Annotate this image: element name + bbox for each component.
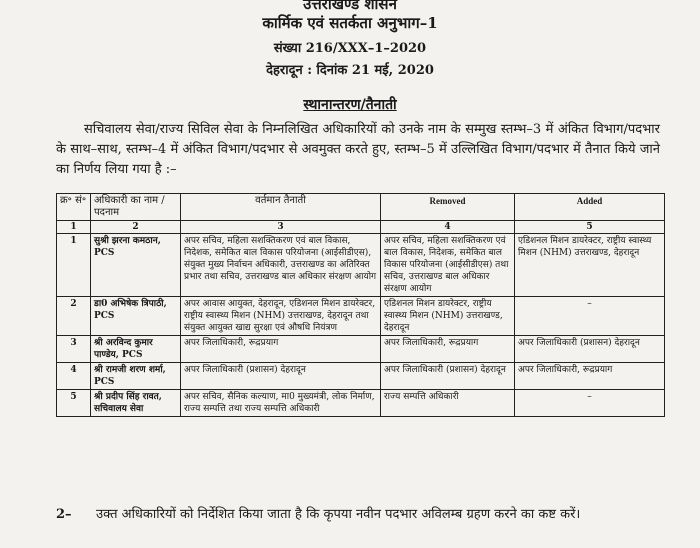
closing-paragraph [56,505,664,525]
table-row [57,336,665,363]
header-name: अधिकारी का नाम /पदनाम [91,194,181,221]
row-serial: 3 [57,336,91,363]
added-posting: अपर जिलाधिकारी, रूद्रप्रयाग [515,363,665,390]
header-removed: Removed [381,194,515,221]
current-posting: अपर जिलाधिकारी (प्रशासन) देहरादून [181,363,381,390]
removed-posting: एडिशनल मिशन डायरेक्टर, राष्ट्रीय स्वास्थ्य मिशन (NHM) उत्तराखण्ड, देहरादून [381,297,515,336]
officer-name: डा0 अभिषेक त्रिपाठी, PCS [91,297,181,336]
table-header-row [57,194,665,221]
row-serial: 1 [57,234,91,297]
current-posting: अपर सचिव, महिला सशक्तिकरण एवं बाल विकास, निदेशक, समेकित बाल विकास परियोजना (आईसीडीएस), संयुक्त मुख्य निर्वाचन अधिकारी, उत्तराखण्ड का अतिरिक्त प्रभार तथा सचिव, उत्तराखण्ड बाल अधिकार संरक्षण आयोग [181,234,381,297]
table-row [57,390,665,417]
added-posting: – [515,297,665,336]
table-row [57,297,665,336]
current-posting: अपर आवास आयुक्त, देहरादून, एडिशनल मिशन डायरेक्टर, राष्ट्रीय स्वास्थ्य मिशन (NHM) उत्तराखण्ड, देहरादून तथा संयुक्त आयुक्त खाद्य सुरक्षा एवं औषधि नियंत्रण [181,297,381,336]
closing-text: उक्त अधिकारियों को निर्देशित किया जाता है कि कृपया नवीन पदभार अविलम्ब ग्रहण करने का कष्ट करें। [96,507,581,522]
table-row [57,234,665,297]
removed-posting: अपर सचिव, महिला सशक्तिकरण एवं बाल विकास, निदेशक, समेकित बाल विकास परियोजना (आईसीडीएस) तथा सचिव, उत्तराखण्ड बाल अधिकार संरक्षण आयोग [381,234,515,297]
government-heading: उत्तराखण्ड शासन [303,0,397,13]
officer-name: श्री अरविन्द कुमार पाण्डेय, PCS [91,336,181,363]
column-number: 3 [181,221,381,234]
row-serial: 2 [57,297,91,336]
removed-posting: अपर जिलाधिकारी, रूद्रप्रयाग [381,336,515,363]
current-posting: अपर सचिव, सैनिक कल्याण, मा0 मुख्यमंत्री, लोक निर्माण, राज्य सम्पत्ति तथा राज्य सम्पत्ति अधिकारी [181,390,381,417]
header-serial: क्र॰ सं॰ [57,194,91,221]
header-added: Added [515,194,665,221]
added-posting: अपर जिलाधिकारी (प्रशासन) देहरादून [515,336,665,363]
column-number: 4 [381,221,515,234]
intro-paragraph: सचिवालय सेवा/राज्य सिविल सेवा के निम्नलिखित अधिकारियों को उनके नाम के सम्मुख स्तम्भ–3 में अंकित विभाग/पदभार के साथ–साथ, स्तम्भ–4 में अंकित विभाग/पदभार से अवमुक्त करते हुए, स्तम्भ–5 में उल्लिखित विभाग/पदभार में तैनात किये जाने का निर्णय लिया गया है :– [56,122,660,177]
department-heading: कार्मिक एवं सतर्कता अनुभाग–1 [262,14,438,32]
officer-name: श्री रामजी शरण शर्मा, PCS [91,363,181,390]
order-number: संख्या 216/XXX–1–2020 [273,41,427,56]
header-current: वर्तमान तैनाती [181,194,381,221]
subject-heading: स्थानान्तरण/तैनाती [303,97,397,113]
row-serial: 4 [57,363,91,390]
transfer-table [56,193,665,417]
row-serial: 5 [57,390,91,417]
column-number: 2 [91,221,181,234]
added-posting: एडिशनल मिशन डायरेक्टर, राष्ट्रीय स्वास्थ्य मिशन (NHM) उत्तराखण्ड, देहरादून [515,234,665,297]
added-posting: – [515,390,665,417]
officer-name: सुश्री झरना कमठान, PCS [91,234,181,297]
current-posting: अपर जिलाधिकारी, रूद्रप्रयाग [181,336,381,363]
column-number-row [57,221,665,234]
paragraph-number: 2– [56,507,72,522]
order-date: देहरादून : दिनांक 21 मई, 2020 [266,63,434,78]
removed-posting: अपर जिलाधिकारी (प्रशासन) देहरादून [381,363,515,390]
column-number: 1 [57,221,91,234]
column-number: 5 [515,221,665,234]
officer-name: श्री प्रदीप सिंह रावत, सचिवालय सेवा [91,390,181,417]
table-row [57,363,665,390]
removed-posting: राज्य सम्पत्ति अधिकारी [381,390,515,417]
